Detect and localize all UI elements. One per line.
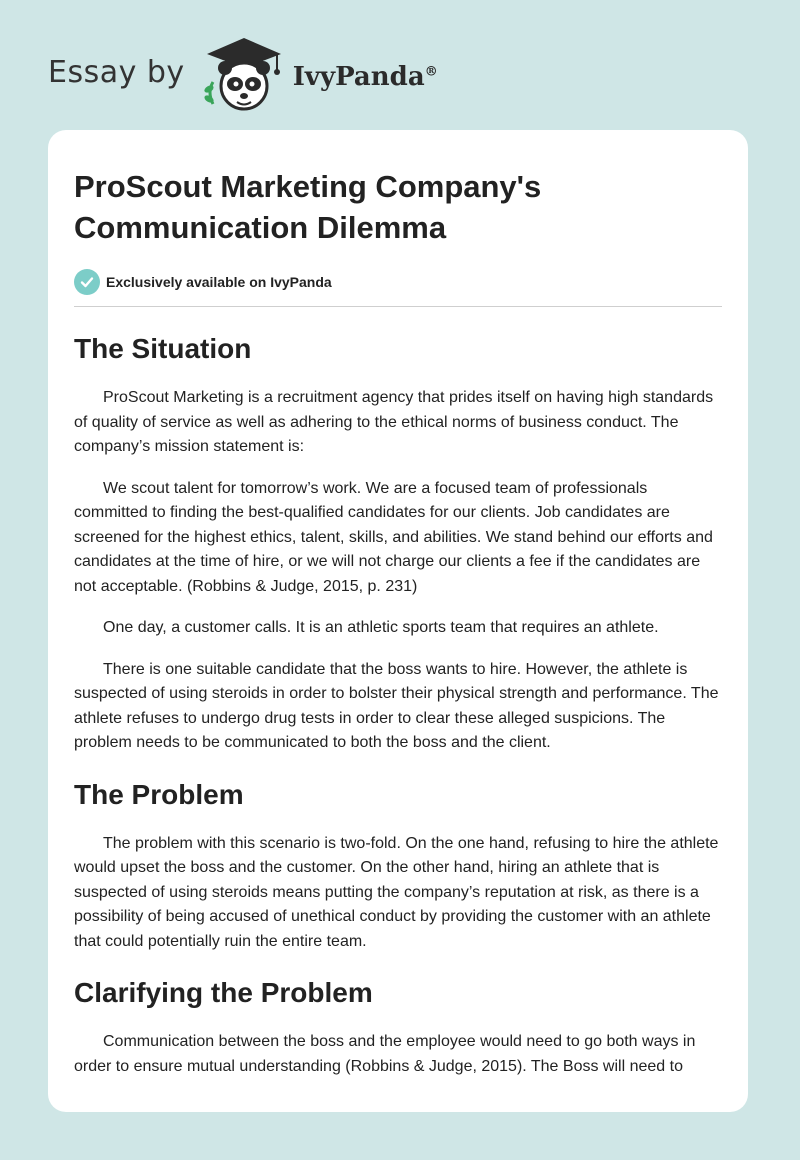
brand-header <box>48 34 488 114</box>
badge-text: Exclusively available on IvyPanda <box>106 274 332 290</box>
essay-card <box>48 130 748 1112</box>
section-problem <box>74 778 722 955</box>
section-situation <box>74 332 722 756</box>
section-heading: The Situation <box>74 333 252 364</box>
section-heading: The Problem <box>74 778 244 810</box>
section-clarifying <box>74 976 722 1079</box>
paragraph: One day, a customer calls. It is an athletic sports team that requires an athlete. <box>103 619 659 636</box>
paragraph: Communication between the boss and the employee would need to go both ways in order to ensure mutual understanding (Robbins & Judge, 2015). The Boss will need to <box>74 1033 696 1075</box>
divider <box>74 306 722 307</box>
ivypanda-logo-icon <box>199 34 289 114</box>
brand-prefix: Essay by <box>48 54 185 90</box>
paragraph: We scout talent for tomorrow’s work. We are a focused team of professionals committed to finding the best-qualified candidates for our clients. Job candidates are screened for the highest ethics, talent, skills, and abilities. We stand behind our efforts and candidates at the time of hire, or we will not charge our clients a fee if the candidates are not acceptable. (Robbins & Judge, 2015, p. 231) <box>74 479 713 595</box>
paragraph: ProScout Marketing is a recruitment agency that prides itself on having high standards of quality of service as well as adhering to the ethical norms of business conduct. The company’s mission statement is: <box>74 389 714 455</box>
exclusive-badge <box>74 268 722 296</box>
paragraph: There is one suitable candidate that the boss wants to hire. However, the athlete is suspected of using steroids in order to bolster their physical strength and performance. The athlete refuses to undergo drug tests in order to clear these alleged suspicions. The problem needs to be communicated to both the boss and the client. <box>74 660 719 751</box>
section-heading: Clarifying the Problem <box>74 977 373 1008</box>
paragraph: The problem with this scenario is two-fold. On the one hand, refusing to hire the athlete would upset the boss and the customer. On the other hand, hiring an athlete that is suspected of using steroids means putting the company’s reputation at risk, as there is a possibility of being accused of unethical conduct by providing the customer with an athlete that could potentially ruin the entire team. <box>74 834 719 950</box>
page-title: ProScout Marketing Company's Communication Dilemma <box>74 169 542 245</box>
brand-name: IvyPanda® <box>292 62 438 92</box>
check-circle-icon <box>74 269 100 295</box>
